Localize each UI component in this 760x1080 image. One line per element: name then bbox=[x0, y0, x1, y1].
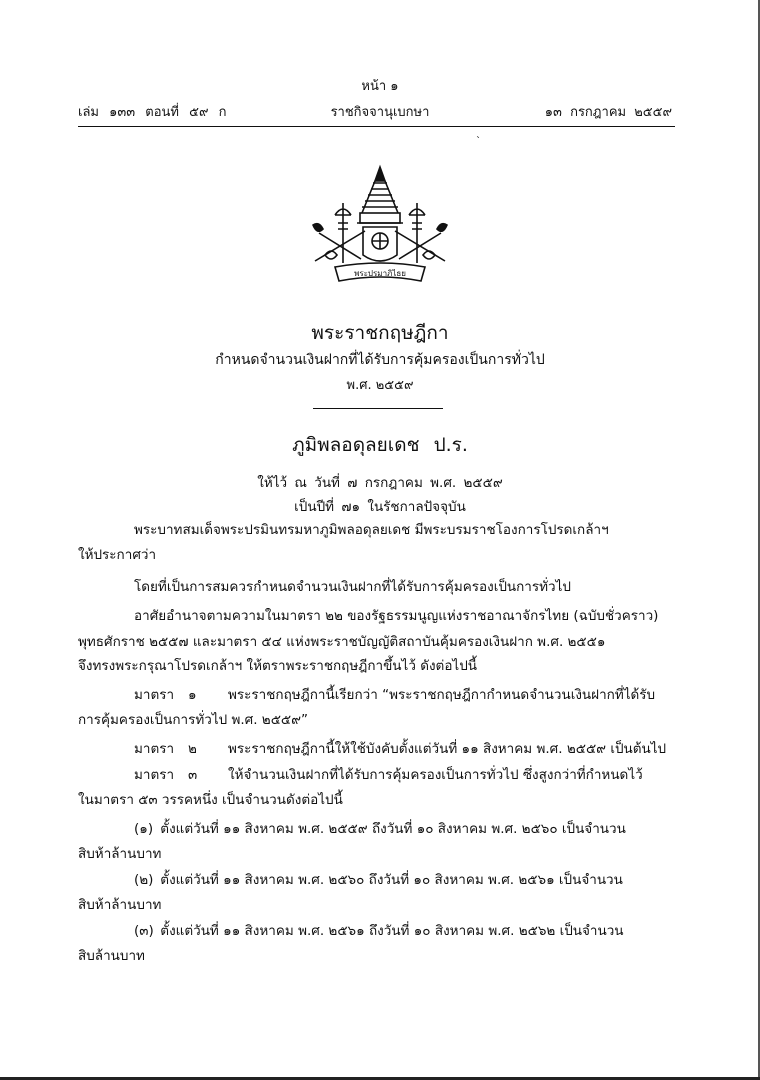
item-number: (๒) bbox=[134, 872, 154, 888]
page-number: หน้า ๑ bbox=[361, 79, 399, 94]
section-text: ให้จำนวนเงินฝากที่ได้รับการคุ้มครองเป็นการทั่วไป ซึ่งสูงกว่าที่กำหนดไว้ bbox=[228, 767, 643, 783]
section-number: ๒ bbox=[188, 741, 197, 757]
header-rule bbox=[78, 126, 675, 127]
section-label: มาตรา bbox=[134, 767, 175, 783]
preamble-line: พระบาทสมเด็จพระปรมินทรมหาภูมิพลอดุลยเดช มีพระบรมราชโองการโปรดเกล้าฯ bbox=[134, 522, 609, 538]
royal-signature: ภูมิพลอดุลยเดช ป.ร. bbox=[292, 434, 468, 456]
document-title: พระราชกฤษฎีกา bbox=[311, 322, 449, 344]
section-number: ๑ bbox=[188, 687, 197, 703]
emblem-banner-text: พระปรมาภิไธย bbox=[354, 269, 406, 278]
authority-line: อาศัยอำนาจตามความในมาตรา ๒๒ ของรัฐธรรมนูญแห่งราชอาณาจักรไทย (ฉบับชั่วคราว) bbox=[134, 608, 659, 624]
preamble-reason: โดยที่เป็นการสมควรกำหนดจำนวนเงินฝากที่ได้รับการคุ้มครองเป็นการทั่วไป bbox=[134, 579, 571, 595]
reign-year: เป็นปีที่ ๗๑ ในรัชกาลปัจจุบัน bbox=[294, 499, 466, 515]
list-item bbox=[134, 919, 624, 941]
list-item bbox=[134, 817, 626, 839]
list-item bbox=[134, 868, 623, 890]
stray-mark: ` bbox=[476, 136, 481, 147]
decree-body bbox=[78, 518, 675, 964]
section-text: พระราชกฤษฎีกานี้ให้ใช้บังคับตั้งแต่วันที่ ๑๑ สิงหาคม พ.ศ. ๒๕๕๙ เป็นต้นไป bbox=[228, 741, 667, 757]
publication-date: ๑๓ กรกฎาคม ๒๕๕๙ bbox=[544, 105, 672, 120]
item-number: (๓) bbox=[134, 923, 154, 939]
section-text: พระราชกฤษฎีกานี้เรียกว่า “พระราชกฤษฎีกากำหนดจำนวนเงินฝากที่ได้รับ bbox=[228, 687, 656, 703]
gazette-name: ราชกิจจานุเบกษา bbox=[330, 105, 430, 120]
authority-line: จึงทรงพระกรุณาโปรดเกล้าฯ ให้ตราพระราชกฤษฎีกาขึ้นไว้ ดังต่อไปนี้ bbox=[78, 658, 478, 674]
item-text: สิบห้าล้านบาท bbox=[78, 846, 162, 862]
section-3 bbox=[134, 763, 643, 785]
item-text: ตั้งแต่วันที่ ๑๑ สิงหาคม พ.ศ. ๒๕๖๑ ถึงวันที่ ๑๐ สิงหาคม พ.ศ. ๒๕๖๒ เป็นจำนวน bbox=[160, 923, 624, 939]
title-rule bbox=[313, 408, 443, 409]
section-2 bbox=[134, 737, 666, 759]
item-text: สิบห้าล้านบาท bbox=[78, 897, 162, 913]
section-text: ในมาตรา ๕๓ วรรคหนึ่ง เป็นจำนวนดังต่อไปนี้ bbox=[78, 792, 343, 808]
item-text: ตั้งแต่วันที่ ๑๑ สิงหาคม พ.ศ. ๒๕๕๙ ถึงวันที่ ๑๐ สิงหาคม พ.ศ. ๒๕๖๐ เป็นจำนวน bbox=[160, 821, 626, 837]
royal-emblem-icon bbox=[305, 163, 455, 293]
section-1 bbox=[134, 683, 655, 705]
given-date: ให้ไว้ ณ วันที่ ๗ กรกฎาคม พ.ศ. ๒๕๕๙ bbox=[257, 475, 503, 491]
item-text: ตั้งแต่วันที่ ๑๑ สิงหาคม พ.ศ. ๒๕๖๐ ถึงวันที่ ๑๐ สิงหาคม พ.ศ. ๒๕๖๑ เป็นจำนวน bbox=[160, 872, 623, 888]
authority-line: พุทธศักราช ๒๕๕๗ และมาตรา ๕๔ แห่งพระราชบัญญัติสถาบันคุ้มครองเงินฝาก พ.ศ. ๒๕๕๑ bbox=[78, 634, 606, 650]
document-subtitle: กำหนดจำนวนเงินฝากที่ได้รับการคุ้มครองเป็นการทั่วไป bbox=[215, 352, 545, 368]
item-text: สิบล้านบาท bbox=[78, 948, 145, 964]
document-year: พ.ศ. ๒๕๕๙ bbox=[346, 378, 414, 393]
section-text: การคุ้มครองเป็นการทั่วไป พ.ศ. ๒๕๕๙” bbox=[78, 712, 309, 728]
section-label: มาตรา bbox=[134, 741, 175, 757]
volume-issue: เล่ม ๑๓๓ ตอนที่ ๕๙ ก bbox=[78, 105, 227, 120]
item-number: (๑) bbox=[134, 821, 154, 837]
section-label: มาตรา bbox=[134, 687, 175, 703]
section-number: ๓ bbox=[188, 767, 198, 783]
preamble-line: ให้ประกาศว่า bbox=[78, 547, 157, 563]
